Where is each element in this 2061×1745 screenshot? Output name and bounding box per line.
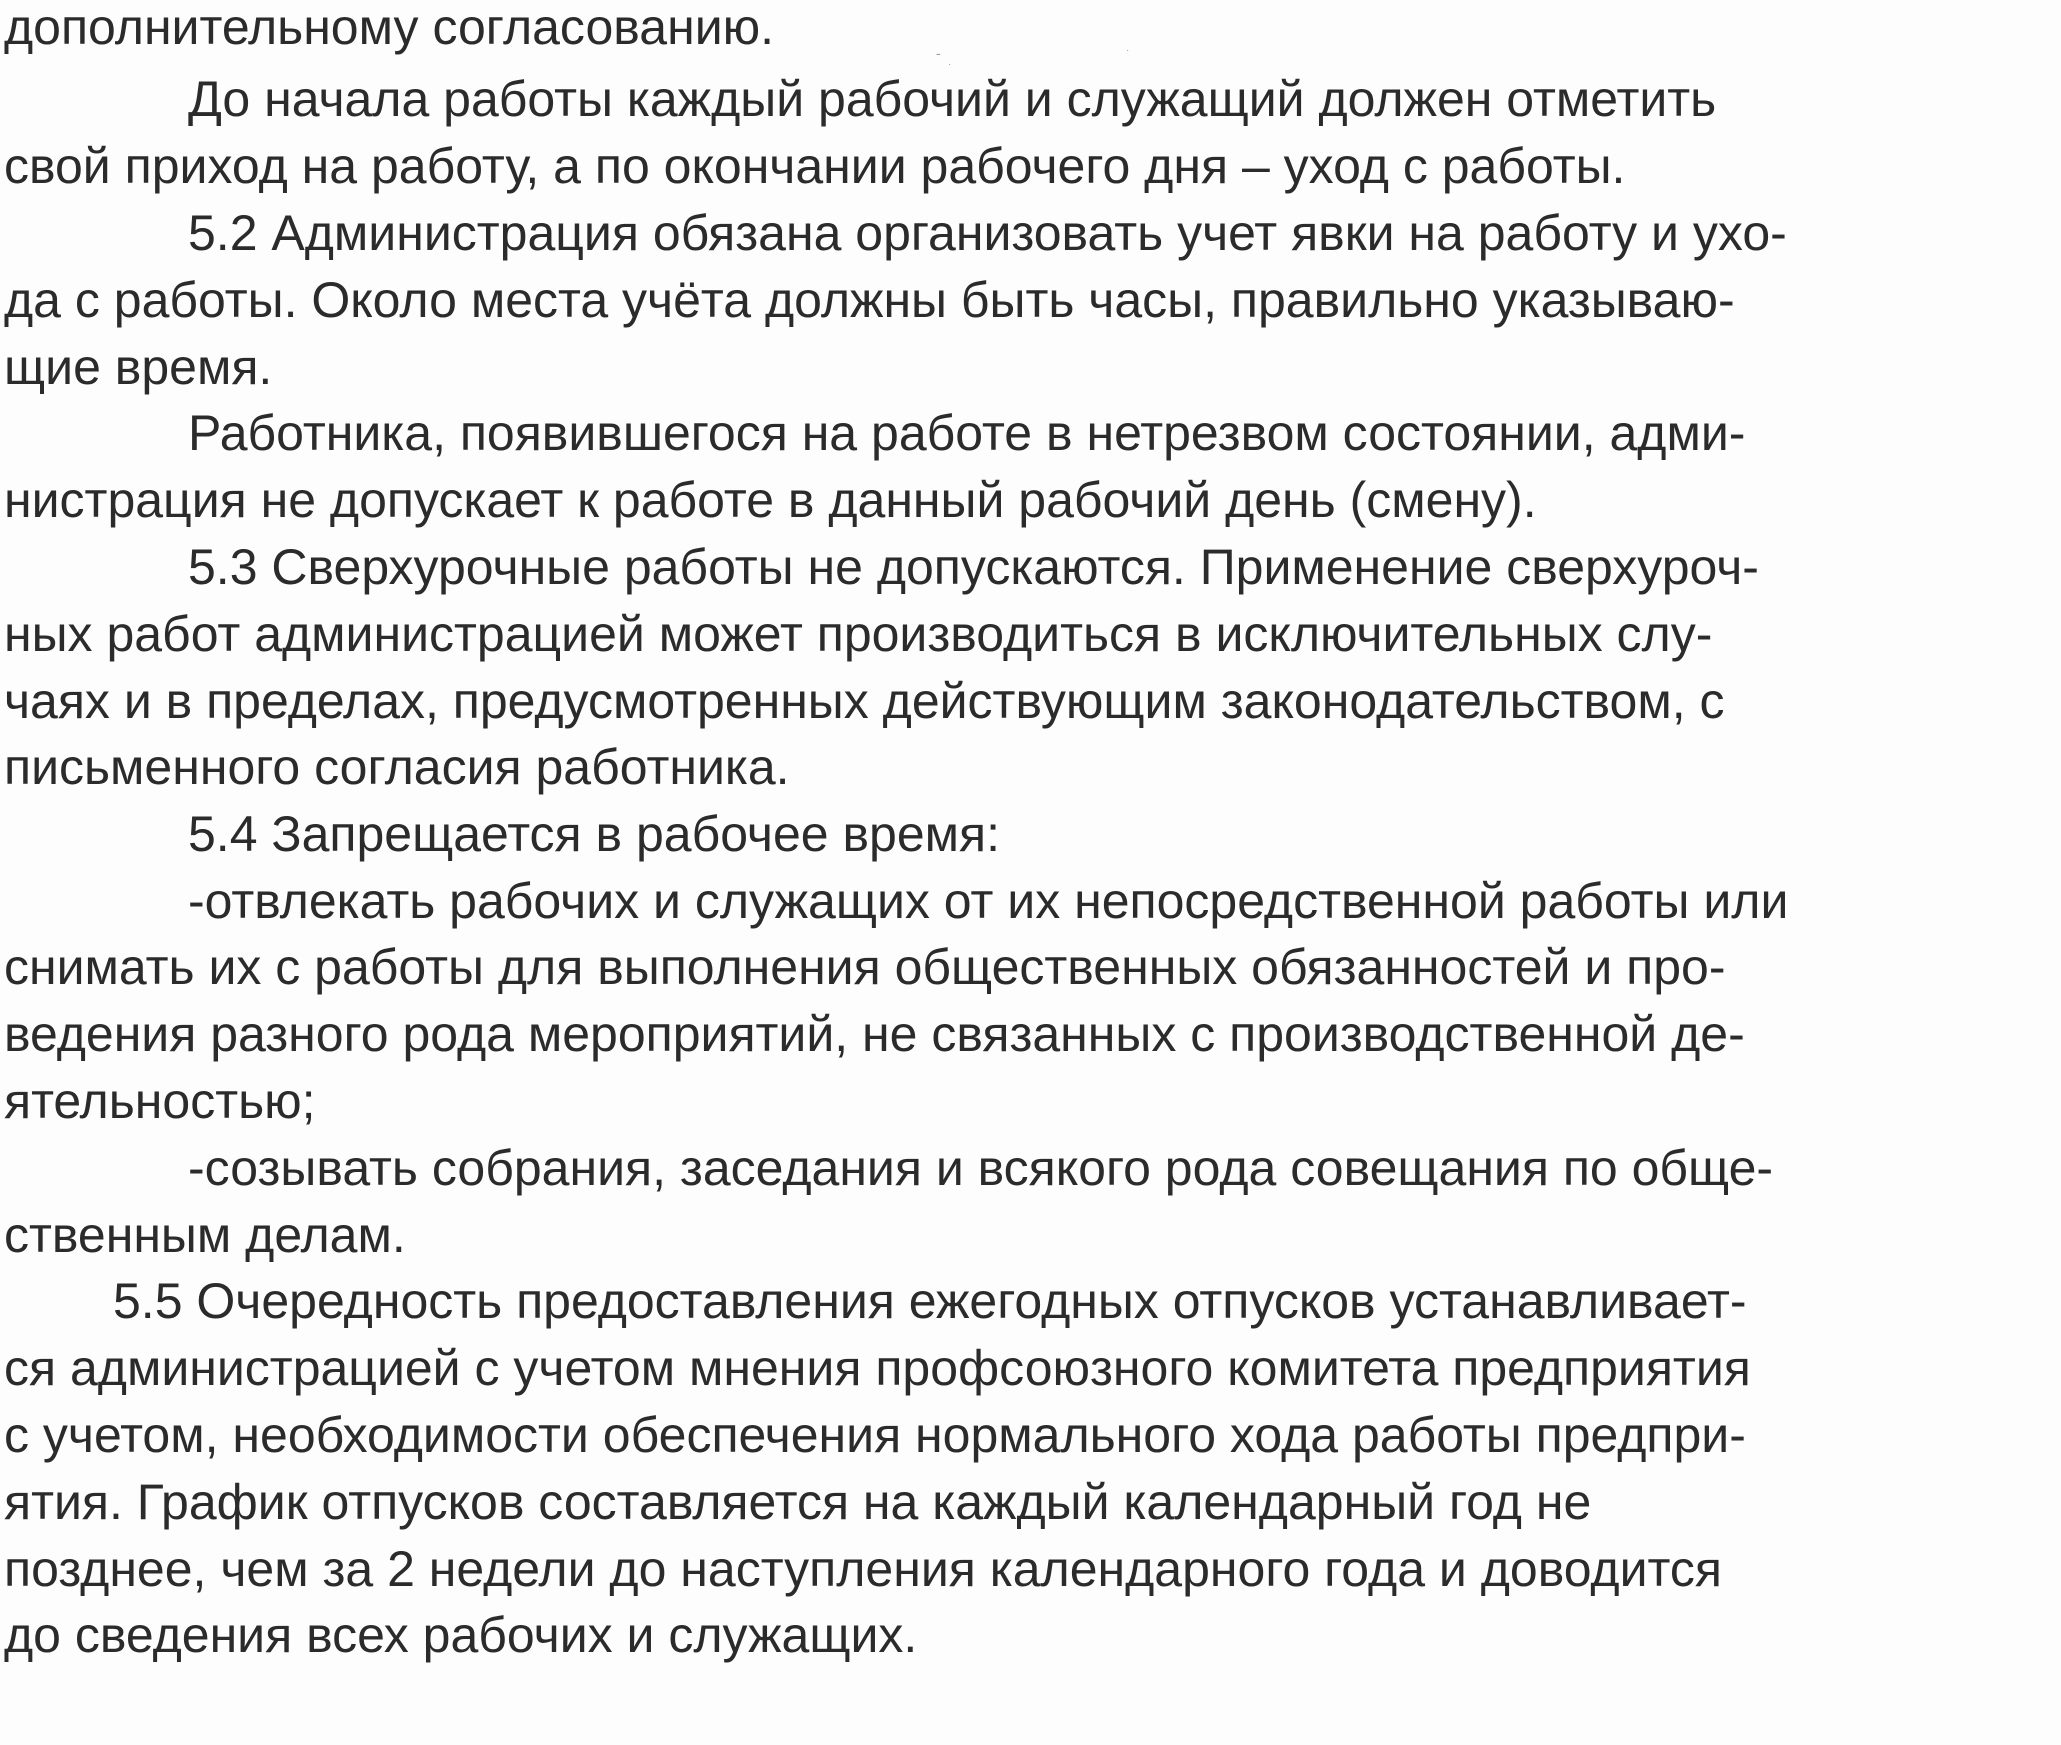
- text-line: нистрация не допускает к работе в данный рабочий день (смену).: [4, 472, 1537, 528]
- text-line: да с работы. Около места учёта должны быть часы, правильно указываю-: [4, 272, 1735, 328]
- paragraph-line: Работника, появившегося на работе в нетрезвом состоянии, адми-: [188, 405, 1746, 461]
- paragraph-line: 5.2 Администрация обязана организовать учет явки на работу и ухо-: [188, 205, 1787, 261]
- text-line: ятия. График отпусков составляется на каждый календарный год не: [4, 1474, 1592, 1530]
- text-line: до сведения всех рабочих и служащих.: [4, 1607, 918, 1663]
- paragraph-line: 5.3 Сверхурочные работы не допускаются. Применение сверхуроч-: [188, 539, 1759, 595]
- text-line: ных работ администрацией может производиться в исключительных слу-: [4, 606, 1713, 662]
- scan-speck: -: [936, 45, 941, 61]
- text-line: ведения разного рода мероприятий, не связанных с производственной де-: [4, 1006, 1745, 1062]
- scan-speck: ·: [948, 59, 952, 70]
- paragraph-line: -отвлекать рабочих и служащих от их непосредственной работы или: [188, 873, 1789, 929]
- text-line: ся администрацией с учетом мнения профсоюзного комитета предприятия: [4, 1340, 1751, 1396]
- scan-speck: ·: [1126, 45, 1130, 56]
- text-line: с учетом, необходимости обеспечения нормального хода работы предпри-: [4, 1407, 1746, 1463]
- text-line: дополнительному согласованию.: [4, 0, 775, 55]
- paragraph-line: До начала работы каждый рабочий и служащий должен отметить: [188, 71, 1717, 127]
- text-line: снимать их с работы для выполнения общественных обязанностей и про-: [4, 939, 1726, 995]
- paragraph-line: 5.4 Запрещается в рабочее время:: [188, 806, 1000, 862]
- text-line: щие время.: [4, 339, 273, 395]
- text-line: чаях и в пределах, предусмотренных действующим законодательством, с: [4, 673, 1725, 729]
- paragraph-line: 5.5 Очередность предоставления ежегодных отпусков устанавливает-: [113, 1273, 1747, 1329]
- text-line: свой приход на работу, а по окончании рабочего дня – уход с работы.: [4, 138, 1626, 194]
- text-line: письменного согласия работника.: [4, 739, 790, 795]
- paragraph-line: -созывать собрания, заседания и всякого рода совещания по обще-: [188, 1140, 1774, 1196]
- text-line: ятельностью;: [4, 1073, 316, 1129]
- text-line: позднее, чем за 2 недели до наступления календарного года и доводится: [4, 1541, 1722, 1597]
- text-line: ственным делам.: [4, 1207, 406, 1263]
